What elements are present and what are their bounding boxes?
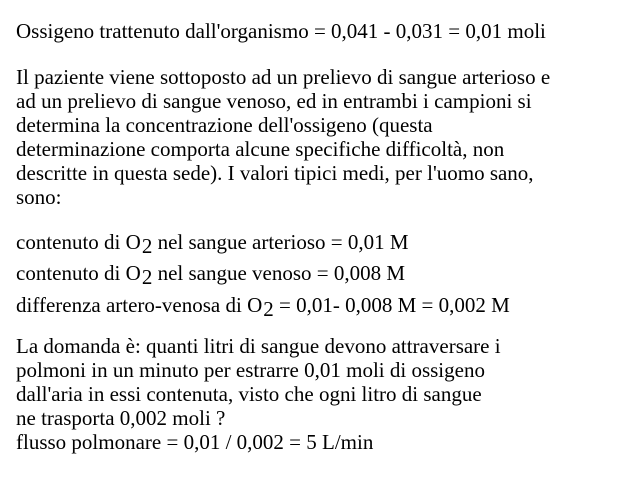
paragraph2-line-3: dall'aria in essi contenuta, visto che ogni litro di sangue: [16, 382, 482, 406]
pulmonary-flow-result: flusso polmonare = 0,01 / 0,002 = 5 L/min: [16, 430, 374, 454]
formula-prefix: differenza artero-venosa di O: [16, 293, 263, 317]
paragraph2-line-4: ne trasporta 0,002 moli ?: [16, 406, 226, 430]
formula-suffix: nel sangue venoso = 0,008 M: [152, 261, 406, 285]
formula-subscript: 2: [263, 297, 274, 321]
formula-prefix: contenuto di O: [16, 230, 141, 254]
paragraph1-line-3: determina la concentrazione dell'ossigeno (questa: [16, 113, 433, 137]
formula-subscript: 2: [141, 265, 153, 289]
formula-suffix: nel sangue arterioso = 0,01 M: [152, 230, 409, 254]
formula-subscript: 2: [141, 234, 153, 258]
arteriovenous-difference: [16, 293, 510, 321]
paragraph1-line-2: ad un prelievo di sangue venoso, ed in entrambi i campioni si: [16, 89, 532, 113]
paragraph1-line-6: sono:: [16, 185, 62, 209]
paragraph1-line-4: determinazione comporta alcune specifiche difficoltà, non: [16, 137, 505, 161]
paragraph1-line-5: descritte in questa sede). I valori tipici medi, per l'uomo sano,: [16, 161, 534, 185]
paragraph2-line-2: polmoni in un minuto per estrarre 0,01 moli di ossigeno: [16, 358, 485, 382]
oxygen-retained-line: Ossigeno trattenuto dall'organismo = 0,041 - 0,031 = 0,01 moli: [16, 19, 546, 43]
formula-suffix: = 0,01- 0,008 M = 0,002 M: [273, 293, 510, 317]
formula-prefix: contenuto di O: [16, 261, 141, 285]
paragraph2-line-1: La domanda è: quanti litri di sangue devono attraversare i: [16, 334, 501, 358]
arterial-oxygen-content: [16, 230, 409, 258]
paragraph1-line-1: Il paziente viene sottoposto ad un prelievo di sangue arterioso e: [16, 65, 551, 89]
venous-oxygen-content: [16, 261, 406, 289]
